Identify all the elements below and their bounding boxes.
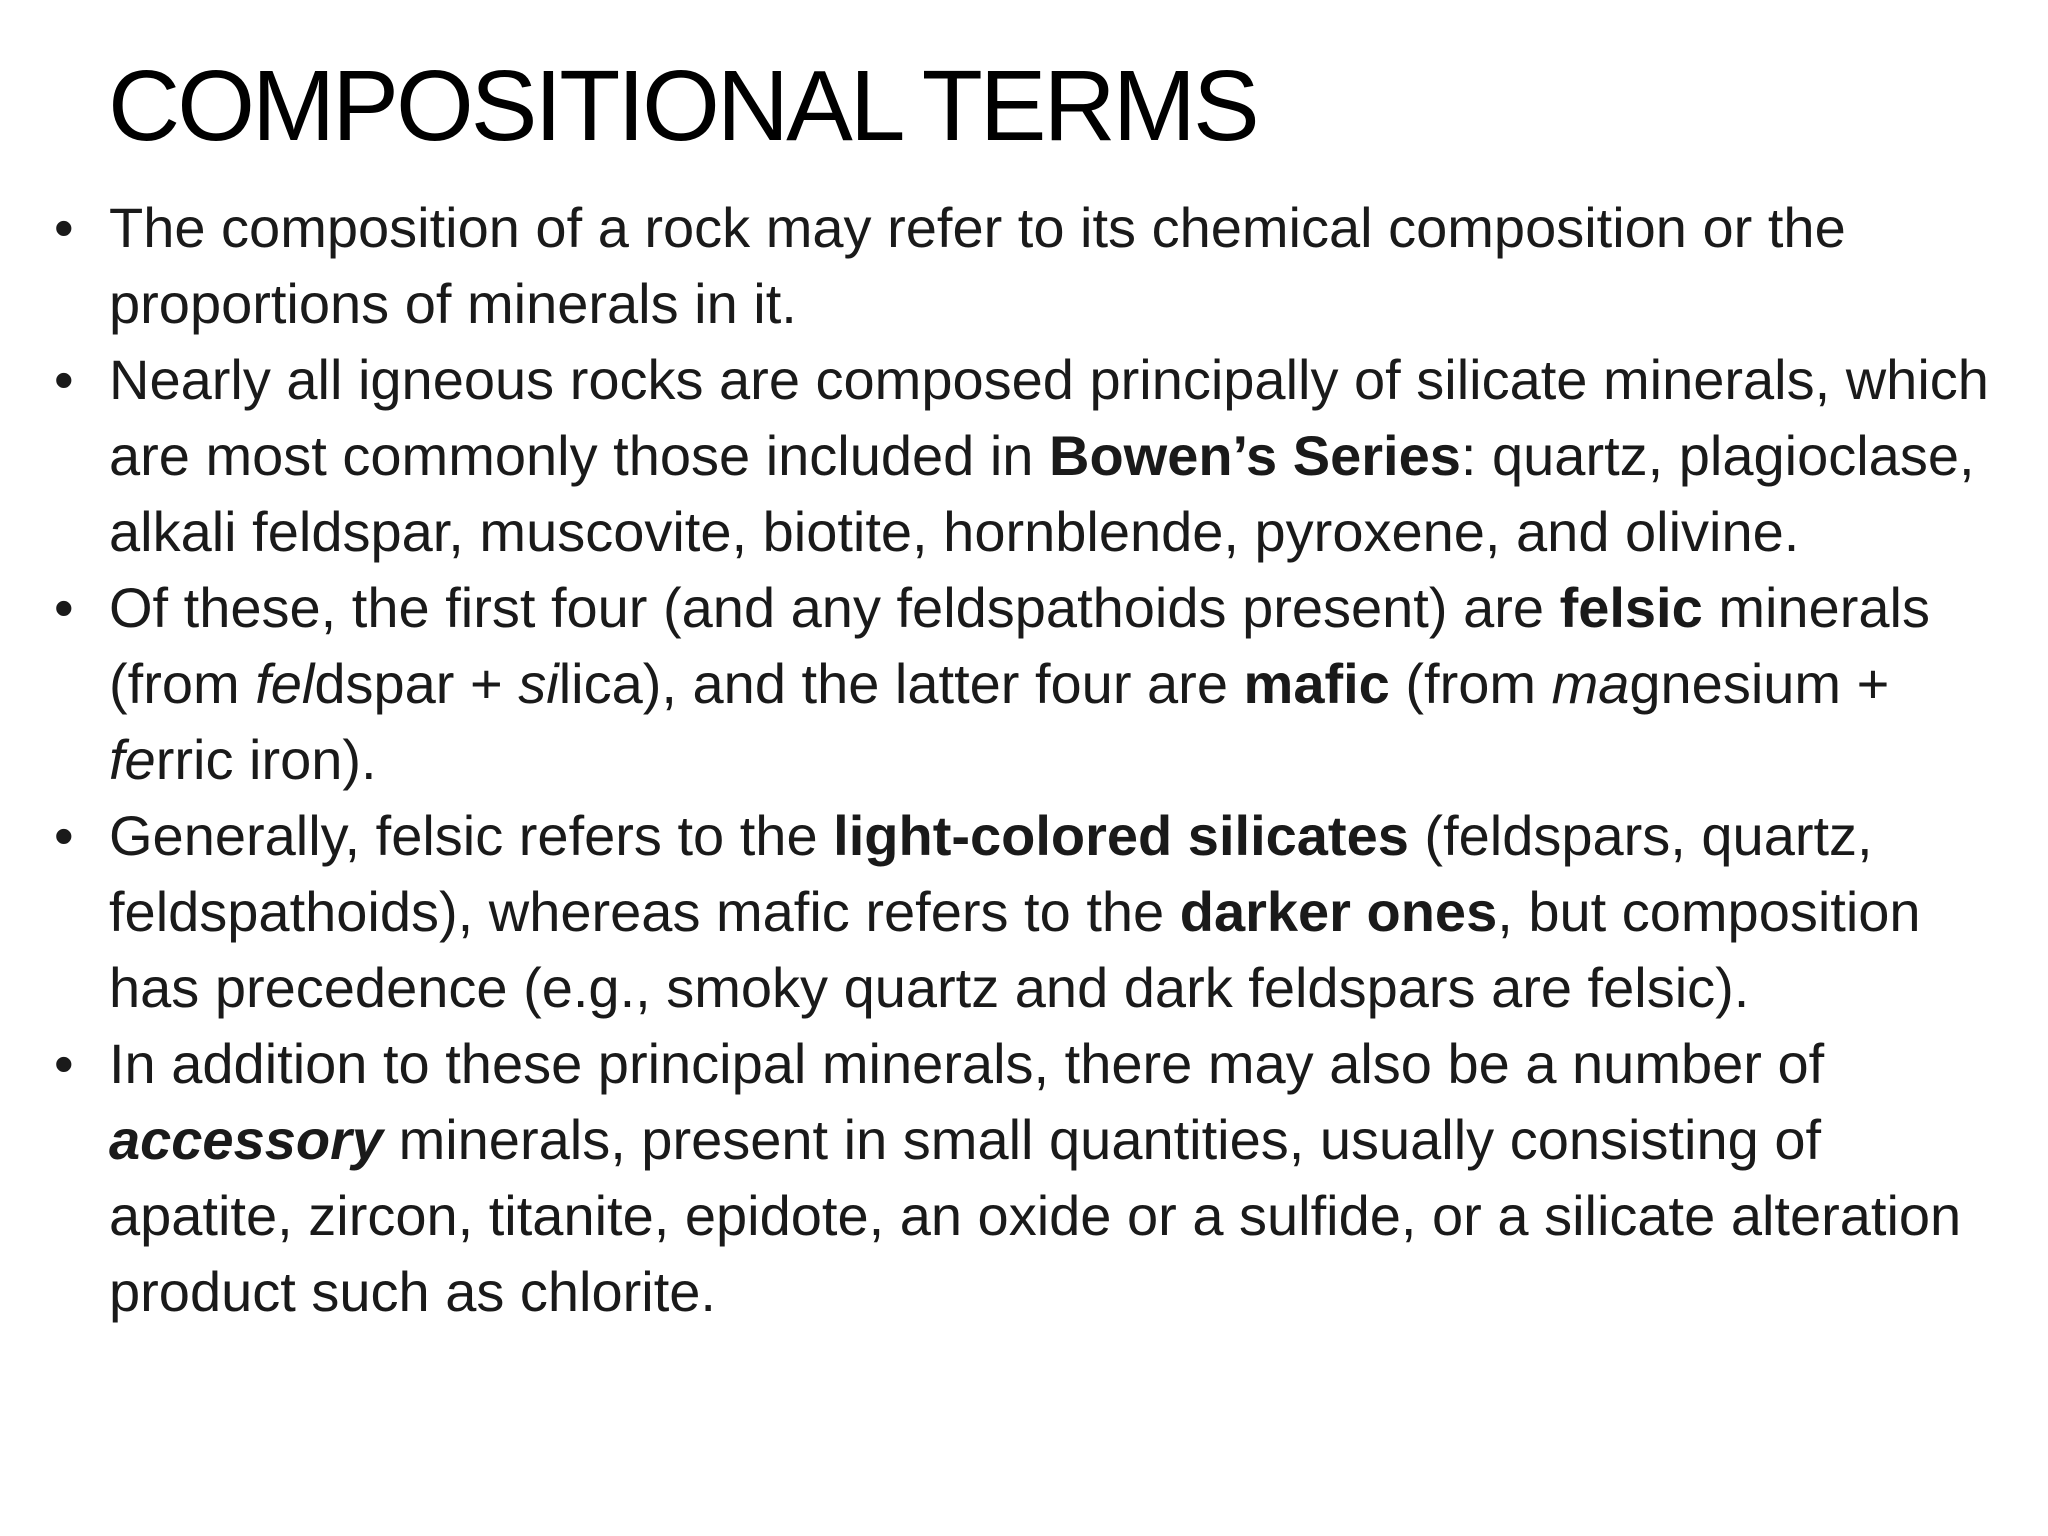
text-run: ma — [1551, 652, 1630, 715]
text-run: Of these, the first four (and any feldspathoids present) are — [109, 576, 1560, 639]
bullet-item — [0, 190, 2020, 342]
text-run: Generally, felsic refers to the — [109, 804, 834, 867]
text-run: lica), and the latter four are — [558, 652, 1244, 715]
text-run: mafic — [1243, 652, 1390, 715]
bullet-dot: • — [54, 576, 74, 639]
text-run: accessory — [109, 1108, 384, 1171]
text-run: fe — [109, 728, 156, 791]
text-run: In addition to these principal minerals, there may also be a number of — [109, 1032, 1825, 1095]
text-run: fel — [255, 652, 315, 715]
bullet-item — [0, 798, 2020, 1026]
text-run: darker ones — [1179, 880, 1498, 943]
text-run: light-colored silicates — [833, 804, 1409, 867]
bullet-text — [109, 570, 2020, 798]
text-run: si — [518, 652, 559, 715]
bullet-item — [0, 570, 2020, 798]
text-run: dspar + — [314, 652, 519, 715]
text-run: gnesium + — [1629, 652, 1890, 715]
slide-title: COMPOSITIONAL TERMS — [108, 50, 1257, 162]
text-run: (feldspars, quartz, feldspathoids), whereas mafic refers to the — [109, 804, 1873, 943]
text-run: minerals, present in small quantities, usually consisting of apatite, zircon, titanite, epidote, an oxide or a sulfide, or a silicate alteration product such as chlorite. — [109, 1108, 1962, 1323]
bullet-item — [0, 1026, 2020, 1330]
text-run: Bowen’s Series — [1049, 424, 1461, 487]
bullet-list — [0, 190, 2020, 1330]
bullet-dot: • — [54, 196, 74, 259]
text-run: minerals (from — [109, 576, 1930, 715]
text-run: Nearly all igneous rocks are composed principally of silicate minerals, which are most commonly those included in — [109, 348, 1989, 487]
bullet-dot: • — [54, 348, 74, 411]
bullet-dot: • — [54, 804, 74, 867]
bullet-text — [109, 1026, 2020, 1330]
bullet-text — [109, 798, 2020, 1026]
text-run: , but composition has precedence (e.g., smoky quartz and dark feldspars are felsic). — [109, 880, 1921, 1019]
text-run: : quartz, plagioclase, alkali feldspar, muscovite, biotite, hornblende, pyroxene, and olivine. — [109, 424, 1975, 563]
text-run: (from — [1389, 652, 1552, 715]
text-run: rric iron). — [155, 728, 377, 791]
bullet-text — [109, 190, 2020, 342]
text-run: felsic — [1559, 576, 1703, 639]
bullet-text — [109, 342, 2020, 570]
bullet-item — [0, 342, 2020, 570]
bullet-dot: • — [54, 1032, 74, 1095]
text-run: The composition of a rock may refer to its chemical composition or the proportions of minerals in it. — [109, 196, 1846, 335]
